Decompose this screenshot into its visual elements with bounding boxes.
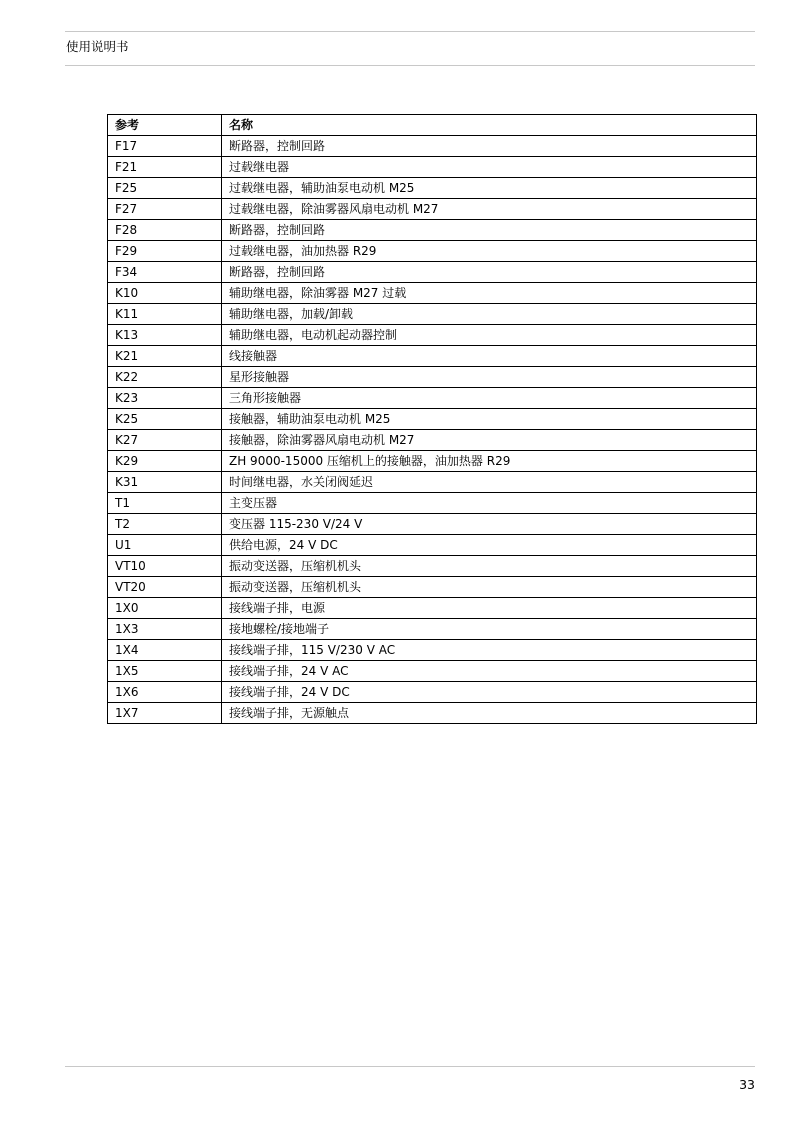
cell-name: 辅助继电器，加载/卸载: [222, 304, 757, 325]
table-row: [108, 367, 757, 388]
header-bottom-rule: [65, 65, 755, 66]
cell-name: 振动变送器，压缩机机头: [222, 577, 757, 598]
cell-name: 断路器，控制回路: [222, 220, 757, 241]
table-row: [108, 409, 757, 430]
cell-reference: T1: [108, 493, 222, 514]
table-row: [108, 598, 757, 619]
cell-reference: K27: [108, 430, 222, 451]
document-title: 使用说明书: [66, 39, 129, 54]
cell-name: 星形接触器: [222, 367, 757, 388]
cell-reference: K13: [108, 325, 222, 346]
table-row: [108, 262, 757, 283]
table-row: [108, 451, 757, 472]
cell-name: 变压器 115-230 V/24 V: [222, 514, 757, 535]
cell-name: 过载继电器，辅助油泵电动机 M25: [222, 178, 757, 199]
table-row: [108, 241, 757, 262]
page-number: 33: [739, 1077, 755, 1092]
cell-reference: K29: [108, 451, 222, 472]
cell-name: 辅助继电器，电动机起动器控制: [222, 325, 757, 346]
cell-reference: K23: [108, 388, 222, 409]
table-row: [108, 325, 757, 346]
cell-name: 过载继电器，油加热器 R29: [222, 241, 757, 262]
cell-name: 供给电源，24 V DC: [222, 535, 757, 556]
table-row: [108, 346, 757, 367]
table-row: [108, 577, 757, 598]
table-row: [108, 472, 757, 493]
table-row: [108, 514, 757, 535]
table-row: [108, 493, 757, 514]
cell-reference: 1X4: [108, 640, 222, 661]
cell-reference: VT20: [108, 577, 222, 598]
reference-table: [107, 114, 757, 724]
table-row: [108, 640, 757, 661]
cell-name: 接地螺栓/接地端子: [222, 619, 757, 640]
table-row: [108, 304, 757, 325]
cell-name: 接线端子排，24 V AC: [222, 661, 757, 682]
cell-reference: F29: [108, 241, 222, 262]
cell-name: 线接触器: [222, 346, 757, 367]
table-row: [108, 178, 757, 199]
cell-name: 接触器，除油雾器风扇电动机 M27: [222, 430, 757, 451]
cell-reference: F25: [108, 178, 222, 199]
cell-reference: F17: [108, 136, 222, 157]
table-body: [108, 136, 757, 724]
cell-name: 接触器，辅助油泵电动机 M25: [222, 409, 757, 430]
cell-reference: K31: [108, 472, 222, 493]
column-header-reference: 参考: [108, 115, 222, 136]
cell-name: 接线端子排，24 V DC: [222, 682, 757, 703]
cell-reference: 1X6: [108, 682, 222, 703]
cell-reference: K25: [108, 409, 222, 430]
cell-reference: U1: [108, 535, 222, 556]
table-row: [108, 136, 757, 157]
header-top-rule: [65, 31, 755, 32]
table-header-row: [108, 115, 757, 136]
cell-reference: VT10: [108, 556, 222, 577]
table-row: [108, 283, 757, 304]
table-row: [108, 388, 757, 409]
footer-rule: [65, 1066, 755, 1067]
cell-name: 接线端子排，无源触点: [222, 703, 757, 724]
cell-reference: F27: [108, 199, 222, 220]
table-row: [108, 220, 757, 241]
cell-reference: 1X7: [108, 703, 222, 724]
cell-reference: F34: [108, 262, 222, 283]
cell-reference: F28: [108, 220, 222, 241]
table-row: [108, 619, 757, 640]
cell-name: 断路器，控制回路: [222, 262, 757, 283]
cell-reference: T2: [108, 514, 222, 535]
cell-name: 主变压器: [222, 493, 757, 514]
table-row: [108, 535, 757, 556]
cell-reference: K10: [108, 283, 222, 304]
table-row: [108, 157, 757, 178]
cell-name: 三角形接触器: [222, 388, 757, 409]
cell-name: 断路器，控制回路: [222, 136, 757, 157]
table-row: [108, 661, 757, 682]
cell-reference: 1X3: [108, 619, 222, 640]
table-row: [108, 556, 757, 577]
table-row: [108, 430, 757, 451]
cell-name: 接线端子排，电源: [222, 598, 757, 619]
cell-reference: 1X5: [108, 661, 222, 682]
cell-name: 过载继电器，除油雾器风扇电动机 M27: [222, 199, 757, 220]
cell-name: 时间继电器，水关闭阀延迟: [222, 472, 757, 493]
cell-reference: K11: [108, 304, 222, 325]
column-header-name: 名称: [222, 115, 757, 136]
cell-name: 辅助继电器，除油雾器 M27 过载: [222, 283, 757, 304]
cell-reference: F21: [108, 157, 222, 178]
table-row: [108, 682, 757, 703]
cell-name: 振动变送器，压缩机机头: [222, 556, 757, 577]
cell-reference: K21: [108, 346, 222, 367]
cell-reference: K22: [108, 367, 222, 388]
table-row: [108, 703, 757, 724]
table-row: [108, 199, 757, 220]
cell-name: 过载继电器: [222, 157, 757, 178]
cell-reference: 1X0: [108, 598, 222, 619]
cell-name: 接线端子排，115 V/230 V AC: [222, 640, 757, 661]
cell-name: ZH 9000-15000 压缩机上的接触器，油加热器 R29: [222, 451, 757, 472]
